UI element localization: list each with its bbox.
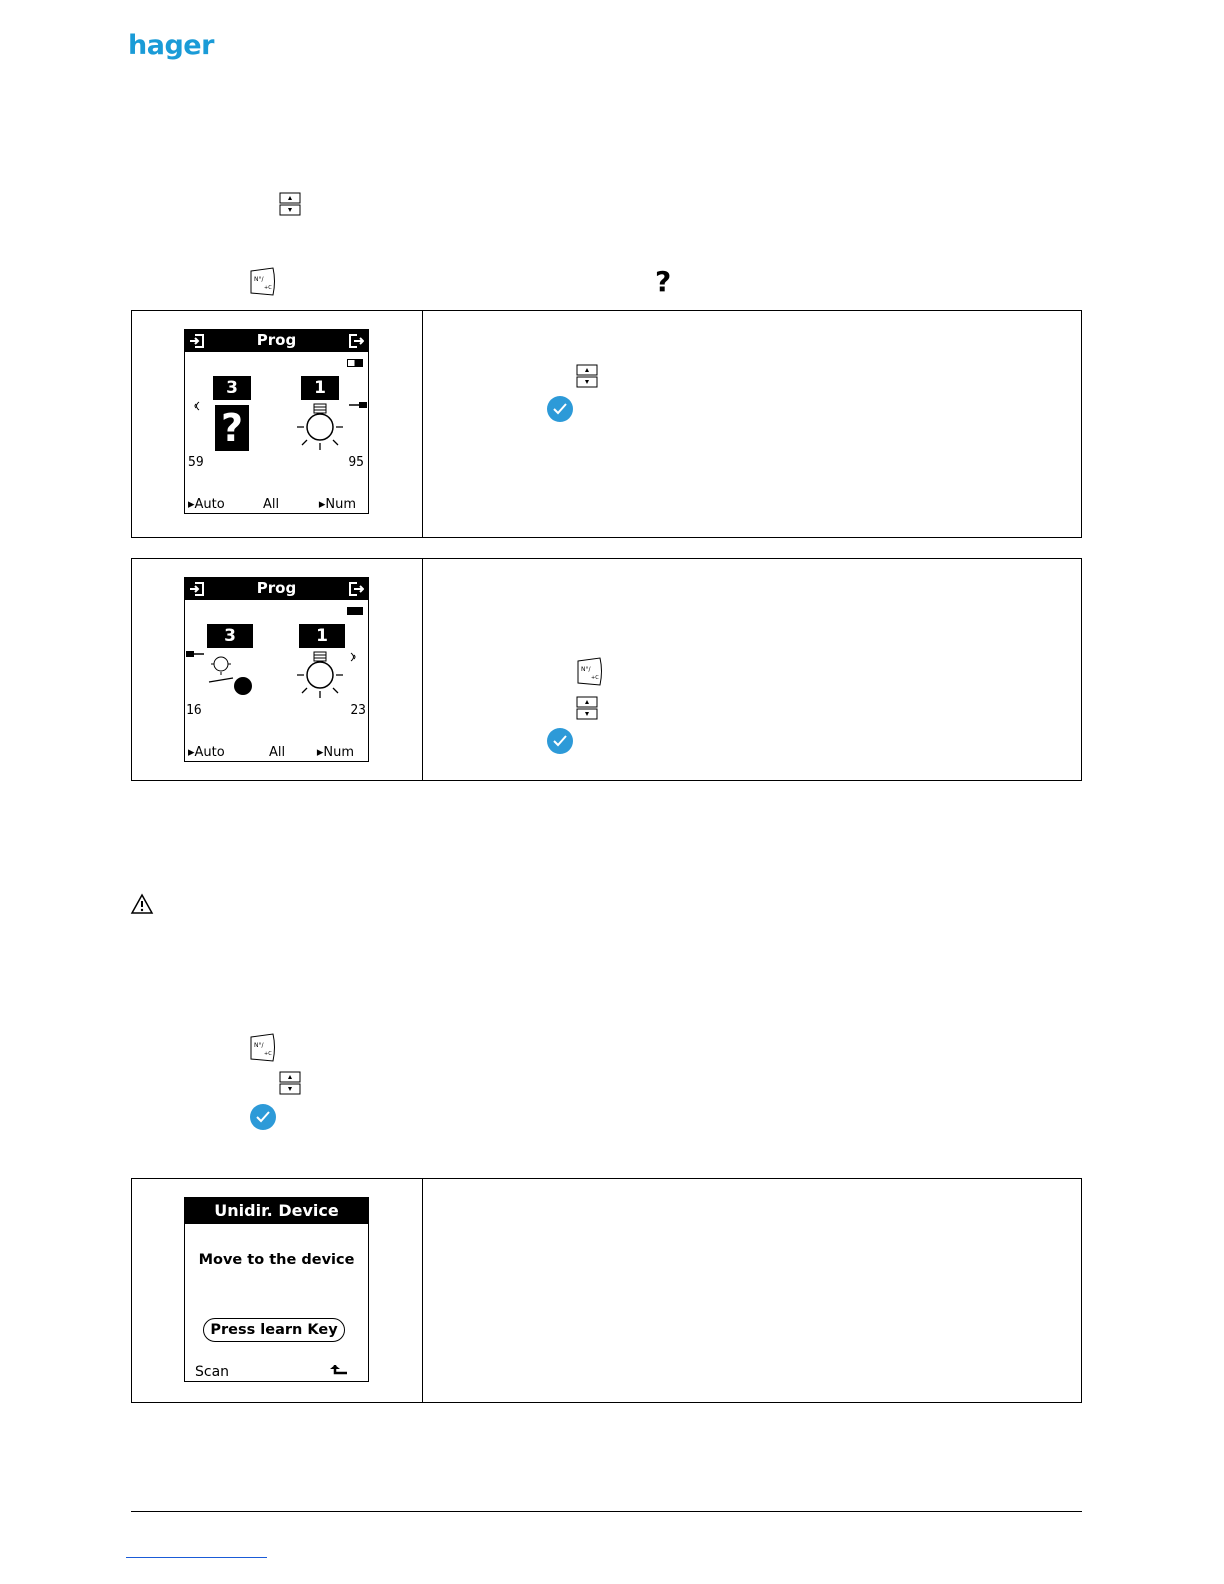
lamp-dimmer-icon	[205, 650, 257, 700]
instruction-panel-3	[131, 1178, 1082, 1403]
receiver-number: 1	[301, 376, 339, 400]
battery-icon	[347, 359, 363, 367]
svg-text:+C: +C	[591, 675, 599, 681]
footer-auto: ▸Auto	[188, 745, 225, 760]
footer-all: All	[269, 745, 286, 760]
back-icon	[330, 1365, 348, 1377]
panel-divider	[422, 1179, 423, 1402]
svg-text:N°/: N°/	[254, 1042, 264, 1049]
receiver-number: 1	[299, 624, 345, 648]
lcd-screen-unidir	[184, 1197, 369, 1382]
footer-num-label: Num	[323, 745, 354, 760]
lcd-footer	[185, 496, 368, 512]
num-key-icon	[249, 1033, 277, 1063]
wired-icon	[349, 402, 367, 408]
wired-icon	[186, 651, 204, 657]
press-learn-key-button[interactable]: Press learn Key	[203, 1318, 345, 1342]
updown-key-icon	[576, 696, 598, 720]
lcd-header	[185, 330, 368, 352]
lamp-icon	[295, 650, 347, 702]
battery-icon	[347, 607, 363, 615]
footer-num: ▸Num	[318, 497, 356, 512]
check-icon	[249, 1103, 277, 1131]
footer-link-underline[interactable]	[126, 1557, 267, 1558]
footer-scan: Scan	[195, 1364, 230, 1380]
unknown-device-icon: ?	[215, 405, 249, 451]
updown-key-icon	[279, 1071, 301, 1095]
hager-logo: hager	[128, 30, 214, 61]
radio-signal-icon	[191, 400, 201, 412]
right-value: 95	[348, 455, 364, 470]
question-mark-icon: ?	[655, 265, 672, 298]
transmitter-number: 3	[207, 624, 253, 648]
left-value: 59	[188, 455, 204, 470]
num-key-icon	[576, 657, 604, 687]
svg-text:N°/: N°/	[254, 276, 264, 283]
right-value: 23	[350, 703, 366, 718]
check-icon	[546, 395, 574, 423]
svg-text:N°/: N°/	[581, 666, 591, 673]
lcd-title: Unidir. Device	[214, 1201, 339, 1220]
radio-signal-icon	[349, 651, 359, 663]
exit-icon	[348, 334, 364, 348]
instruction-panel-1	[131, 310, 1082, 538]
updown-key-icon	[576, 364, 598, 388]
svg-text:+C: +C	[264, 285, 272, 291]
transmitter-number: 3	[213, 376, 251, 400]
lcd-title: Prog	[256, 331, 297, 349]
footer-auto-label: Auto	[194, 497, 225, 512]
lcd-title: Prog	[256, 579, 297, 597]
panel-divider	[422, 559, 423, 780]
warning-icon	[130, 893, 154, 915]
check-icon	[546, 727, 574, 755]
left-value: 16	[186, 703, 202, 718]
updown-key-icon	[279, 192, 301, 216]
lcd-footer	[185, 744, 368, 760]
footer-num: ▸Num	[316, 745, 354, 760]
lcd-message: Move to the device	[198, 1252, 355, 1268]
footer-auto: ▸Auto	[188, 497, 225, 512]
panel-divider	[422, 311, 423, 537]
lcd-screen-prog	[184, 329, 369, 514]
num-key-icon	[249, 267, 277, 297]
lcd-header	[185, 1198, 368, 1224]
lamp-icon	[295, 402, 347, 454]
footer-divider	[131, 1511, 1082, 1512]
footer-auto-label: Auto	[194, 745, 225, 760]
footer-num-label: Num	[325, 497, 356, 512]
lcd-screen-prog	[184, 577, 369, 762]
footer-all: All	[263, 497, 280, 512]
instruction-panel-2	[131, 558, 1082, 781]
lcd-header	[185, 578, 368, 600]
svg-text:+C: +C	[264, 1051, 272, 1057]
exit-icon	[348, 582, 364, 596]
